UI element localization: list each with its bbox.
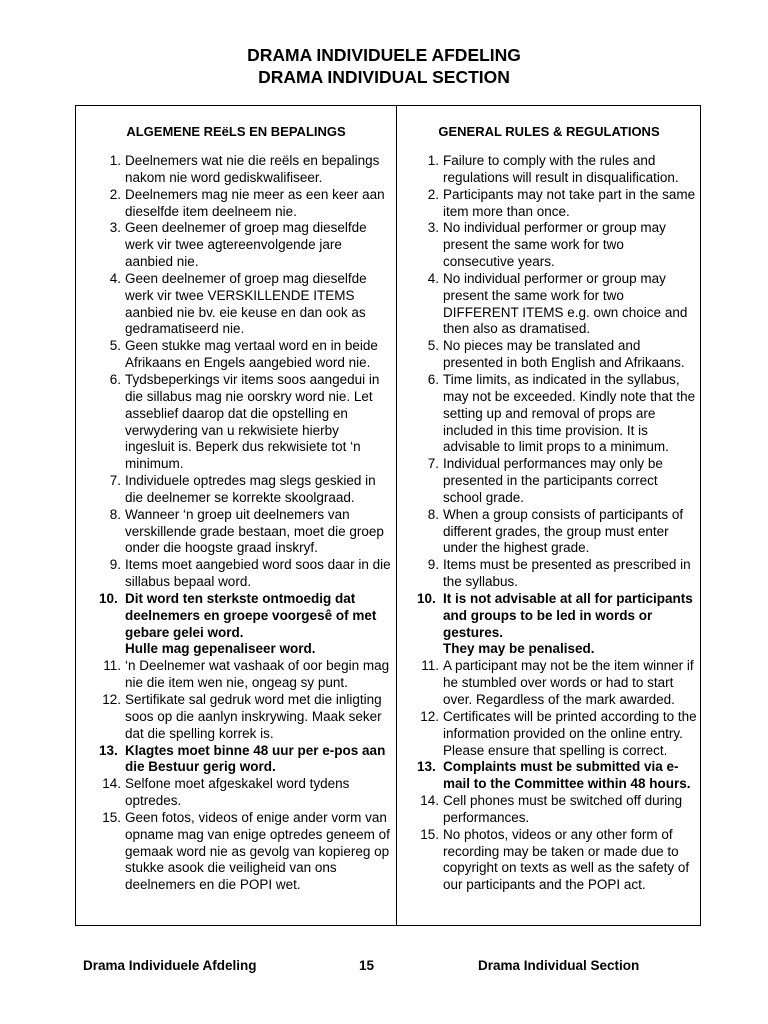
rule-penalty-text: Hulle mag gepenaliseer word. (125, 641, 316, 657)
rule-text: Failure to comply with the rules and regulations will result in disqualification. (443, 153, 679, 185)
rule-item (417, 338, 697, 372)
rule-text: Tydsbeperkings vir items soos aangedui in die sillabus mag nie oorskry word nie. Let asseblief daarop dat die opstelling en verwydering van u rekwisiete hierby ingesluit is. Beperk dus rekwisiete tot ‘n minimum. (125, 371, 380, 472)
rule-number: 2. (109, 186, 121, 202)
rule-text: Certificates will be printed according to the information provided on the online entry. Please ensure that spelling is correct. (443, 708, 697, 758)
rule-number: 4. (427, 270, 439, 286)
rule-number: 14. (420, 793, 439, 809)
rule-item (99, 372, 392, 473)
rule-number: 3. (109, 220, 121, 236)
rule-number: 12. (420, 708, 439, 724)
rule-number: 8. (427, 506, 439, 522)
rule-text: When a group consists of participants of different grades, the group must enter under the highest grade. (443, 506, 684, 556)
rule-number: 13. (417, 759, 436, 775)
rule-number: 7. (427, 456, 439, 472)
rule-text: Sertifikate sal gedruk word met die inligting soos op die aanlyn inskrywing. Maak seker dat die spelling korrek is. (125, 692, 382, 741)
rule-text: No individual performer or group may present the same work for two DIFFERENT ITEMS e.g. own choice and then also as dramatised. (443, 270, 688, 337)
footer-left-title: Drama Individuele Afdeling (83, 958, 257, 973)
rule-number: 7. (109, 473, 121, 489)
rule-item (417, 372, 697, 456)
rule-item (99, 810, 392, 894)
rule-text: Geen deelnemer of groep mag dieselfde werk vir twee agtereenvolgende jare aanbied nie. (125, 220, 367, 270)
rule-item (99, 187, 392, 221)
rule-text: Items moet aangebied word soos daar in die sillabus bepaal word. (125, 557, 391, 590)
rule-item (417, 827, 697, 894)
rule-item (417, 456, 697, 507)
rule-number: 9. (109, 557, 121, 573)
rule-item (417, 709, 697, 760)
rule-item (99, 507, 392, 558)
rule-text: Cell phones must be switched off during performances. (443, 793, 683, 825)
rule-text: No individual performer or group may present the same work for two consecutive years. (443, 220, 666, 270)
rule-text: Wanneer ‘n groep uit deelnemers van verskillende grade bestaan, moet die groep onder die hoogste graad inskryf. (125, 506, 384, 556)
rule-text: No photos, videos or any other form of recording may be taken or made due to copyright on texts as well as the safety of our participants and the POPI act. (443, 826, 690, 893)
rule-text: Individuele optredes mag slegs geskied in die deelnemer se korrekte skoolgraad. (125, 473, 376, 505)
rule-number: 10. (417, 590, 436, 606)
rule-text: Complaints must be submitted via e-mail to the Committee within 48 hours. (443, 759, 691, 792)
rule-number: 15. (102, 809, 121, 825)
rule-item (99, 220, 392, 271)
rule-number: 12. (102, 692, 121, 707)
rule-item (417, 793, 697, 827)
rule-number: 8. (109, 506, 121, 522)
rule-text: No pieces may be translated and presented in both English and Afrikaans. (443, 338, 685, 371)
rule-text: A participant may not be the item winner if he stumbled over words or had to start over. Regardless of the mark awarded. (443, 658, 694, 707)
rule-number: 4. (109, 270, 121, 286)
rule-item (417, 591, 697, 658)
rule-number: 1. (427, 153, 439, 168)
rule-item (417, 187, 697, 221)
rule-item (417, 658, 697, 709)
column-divider (396, 106, 397, 925)
rule-number: 2. (427, 186, 439, 202)
rule-item (417, 220, 697, 271)
rule-text: Deelnemers wat nie die reëls en bepalings nakom nie word gediskwalifiseer. (125, 153, 380, 185)
rule-penalty-text: They may be penalised. (443, 641, 595, 657)
rule-text: Klagtes moet binne 48 uur per e-pos aan die Bestuur gerig word. (125, 742, 386, 775)
rule-text: Geen stukke mag vertaal word en in beide Afrikaans en Engels aangebied word nie. (125, 338, 378, 371)
rule-text: Geen deelnemer of groep mag dieselfde werk vir twee VERSKILLENDE ITEMS aanbied nie bv. eie keuse en dan ook as gedramatiseerd nie. (125, 270, 367, 337)
rule-number: 5. (427, 338, 439, 354)
rule-number: 9. (427, 557, 439, 573)
rule-number: 1. (109, 153, 121, 168)
rule-item (417, 759, 697, 793)
rule-text: Deelnemers mag nie meer as een keer aan dieselfde item deelneem nie. (125, 186, 385, 219)
rule-item (417, 507, 697, 558)
rule-text: ‘n Deelnemer wat vashaak of oor begin mag nie die item wen nie, ongeag sy punt. (125, 658, 390, 691)
rule-item (99, 743, 392, 777)
rule-text: Time limits, as indicated in the syllabus, may not be exceeded. Kindly note that the setting up and removal of props are included in this time provision. It is advisable to limit props to a minimum. (443, 371, 696, 455)
page-title-afrikaans: DRAMA INDIVIDUELE AFDELING (247, 45, 521, 65)
rule-text: It is not advisable at all for participants and groups to be led in words or gestures. (443, 590, 693, 640)
rule-item (417, 271, 697, 338)
afrikaans-rules-heading: ALGEMENE REëLS EN BEPALINGS (126, 124, 346, 139)
rule-text: Dit word ten sterkste ontmoedig dat deelnemers en groepe voorgesê of met gebare gelei word. (125, 590, 377, 640)
rule-item (99, 692, 392, 743)
rule-item (99, 473, 392, 507)
rule-item (99, 557, 392, 591)
english-rules-list (417, 153, 697, 894)
afrikaans-rules-list (99, 153, 392, 894)
rule-number: 11. (103, 658, 121, 674)
rule-number: 6. (109, 371, 121, 387)
page-title-english: DRAMA INDIVIDUAL SECTION (258, 67, 510, 87)
rule-number: 15. (420, 826, 439, 842)
rule-number: 11. (421, 658, 439, 674)
rule-item (417, 153, 697, 187)
english-rules-heading: GENERAL RULES & REGULATIONS (438, 124, 660, 139)
rule-number: 14. (102, 776, 121, 792)
rule-text: Selfone moet afgeskakel word tydens optredes. (125, 776, 350, 809)
rule-item (99, 591, 392, 658)
rule-item (417, 557, 697, 591)
rule-number: 5. (109, 338, 121, 354)
rule-number: 3. (427, 220, 439, 236)
rule-item (99, 271, 392, 338)
page-number: 15 (359, 958, 375, 973)
rule-text: Participants may not take part in the same item more than once. (443, 186, 696, 219)
rule-number: 6. (427, 371, 439, 387)
rule-item (99, 153, 392, 187)
rule-text: Items must be presented as prescribed in the syllabus. (443, 557, 691, 590)
rule-text: Individual performances may only be presented in the participants correct school grade. (443, 456, 663, 505)
rule-text: Geen fotos, videos of enige ander vorm van opname mag van enige optredes geneem of gemaak word nie as gevolg van kopiereg op stukke asook die veiligheid van ons deelnemers en die POPI wet. (125, 809, 390, 893)
rule-item (99, 776, 392, 810)
rules-table (75, 105, 701, 926)
rule-number: 10. (99, 590, 118, 606)
footer-right-title: Drama Individual Section (478, 958, 640, 973)
rule-item (99, 338, 392, 372)
rule-item (99, 658, 392, 692)
rule-number: 13. (99, 742, 118, 758)
